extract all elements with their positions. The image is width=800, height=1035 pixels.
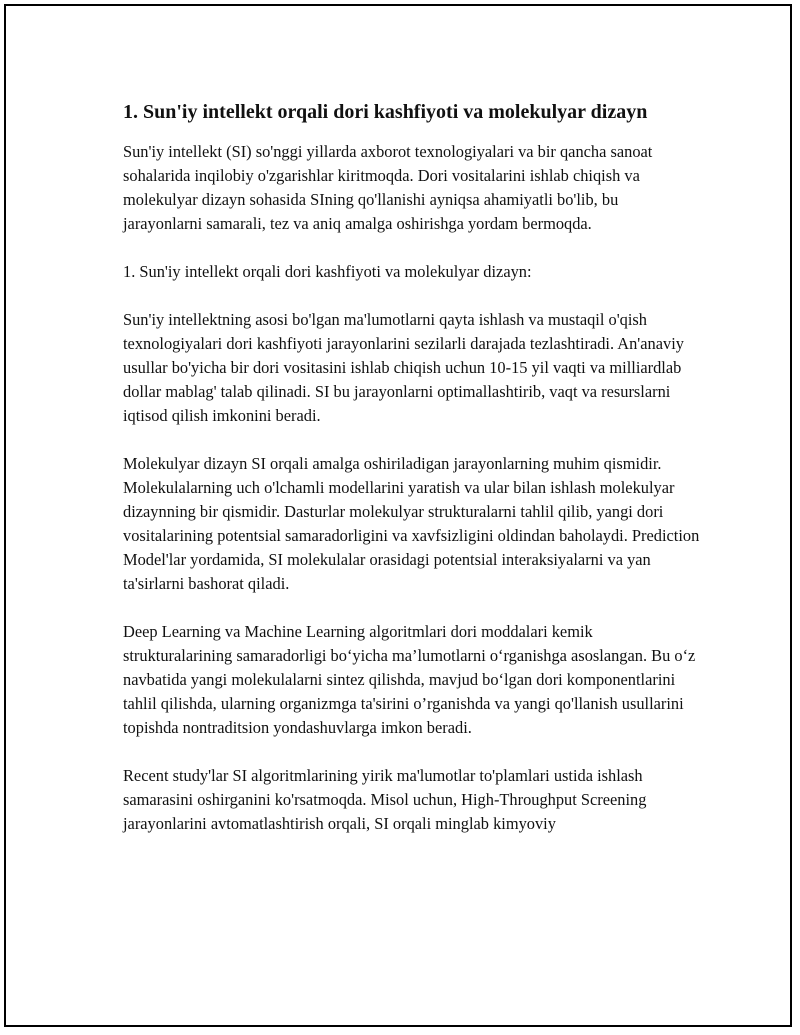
document-title: 1. Sun'iy intellekt orqali dori kashfiyoti va molekulyar dizayn	[123, 101, 648, 123]
body-paragraph: Recent study'lar SI algoritmlarining yirik ma'lumotlar to'plamlari ustida ishlash samarasini oshirganini ko'rsatmoqda. Misol uchun, High-Throughput Screening jarayonlarini avtomatlashtirish orqali, SI orqali minglab kimyoviy	[123, 766, 647, 833]
page-frame	[4, 4, 792, 1027]
body-paragraph: Deep Learning va Machine Learning algoritmlari dori moddalari kemik strukturalarining samaradorligi bo‘yicha ma’lumotlarni o‘rganishga asoslangan. Bu o‘z navbatida yangi molekulalarni sintez qilishda, mavjud bo‘lgan dori komponentlarini tahlil qilishda, ularning organizmga ta'sirini o’rganishda va yangi qo'llanish usullarini topishda nontraditsion yondashuvlarga imkon beradi.	[123, 622, 696, 737]
document-body	[123, 98, 701, 836]
body-paragraph: Sun'iy intellektning asosi bo'lgan ma'lumotlarni qayta ishlash va mustaqil o'qish texnologiyalari dori kashfiyoti jarayonlarini sezilarli darajada tezlashtiradi. An'anaviy usullar bo'yicha bir dori vositasini ishlab chiqish uchun 10-15 yil vaqti va milliardlab dollar mablag' talab qilinadi. SI bu jarayonlarni optimallashtirib, vaqt va resurslarni iqtisod qilish imkonini beradi.	[123, 310, 684, 425]
body-paragraph: Molekulyar dizayn SI orqali amalga oshiriladigan jarayonlarning muhim qismidir. Molekulalarning uch o'lchamli modellarini yaratish va ular bilan ishlash molekulyar dizaynning bir qismidir. Dasturlar molekulyar strukturalarni tahlil qilib, yangi dori vositalarining potentsial samaradorligini va xavfsizligini oldindan baholaydi. Prediction Model'lar yordamida, SI molekulalar orasidagi potentsial interaksiyalarni va yan ta'sirlarni bashorat qiladi.	[123, 454, 700, 593]
section-heading-paragraph: 1. Sun'iy intellekt orqali dori kashfiyoti va molekulyar dizayn:	[123, 262, 532, 281]
intro-paragraph: Sun'iy intellekt (SI) so'nggi yillarda axborot texnologiyalari va bir qancha sanoat sohalarida inqilobiy o'zgarishlar kiritmoqda. Dori vositalarini ishlab chiqish va molekulyar dizayn sohasida SIning qo'llanishi ayniqsa ahamiyatli bo'lib, bu jarayonlarni samarali, tez va aniq amalga oshirishga yordam bermoqda.	[123, 142, 653, 233]
